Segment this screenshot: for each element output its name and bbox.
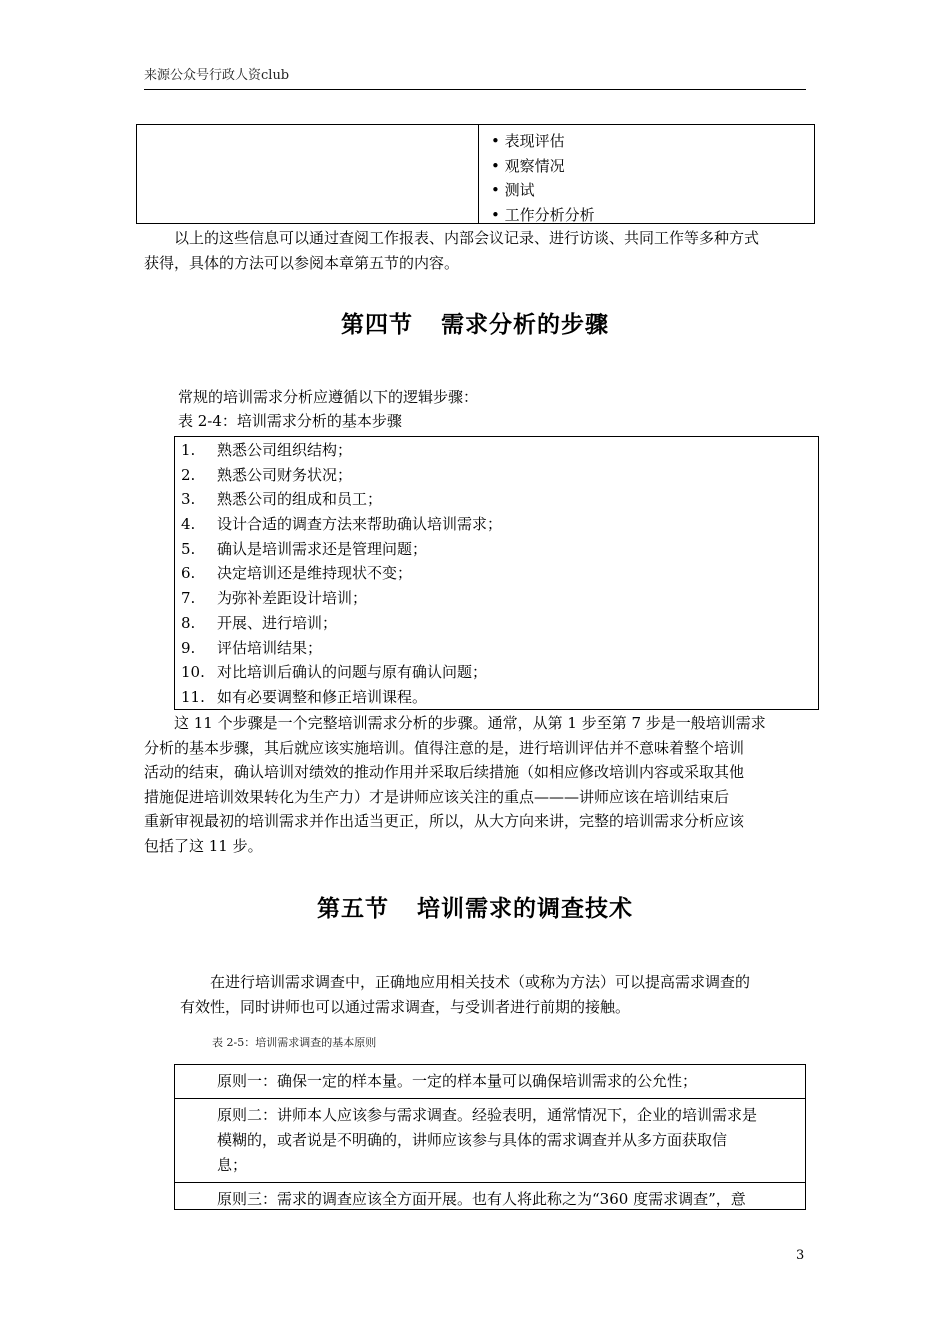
bullet-item: • 表现评估: [491, 132, 565, 150]
table-empty-cell: [137, 125, 479, 223]
paragraph-line: 分析的基本步骤，其后就应该实施培训。值得注意的是，进行培训评估并不意味着整个培训: [144, 738, 745, 757]
step-row: [175, 636, 818, 661]
step-number: 4.: [181, 515, 196, 534]
step-number: 1.: [181, 441, 196, 459]
table-2-4-caption: 表 2-4：培训需求分析的基本步骤: [178, 412, 402, 430]
step-number: 11.: [181, 687, 205, 706]
step-row: [175, 463, 818, 488]
principle-line: 息；: [217, 1156, 248, 1174]
paragraph-line: 措施促进培训效果转化为生产力）才是讲师应该关注的重点———讲师应该在培训结束后: [144, 787, 730, 806]
section4-title-number: 第四节: [341, 312, 413, 338]
step-number: 8.: [181, 613, 196, 632]
principle-row: [175, 1065, 805, 1099]
step-row: [175, 586, 818, 611]
paragraph-line: 包括了这 11 步。: [144, 836, 263, 855]
table-bullet-cell: [479, 125, 814, 223]
bullet-item: • 观察情况: [491, 156, 565, 175]
paragraph-line: 重新审视最初的培训需求并作出适当更正，所以，从大方向来讲，完整的培训需求分析应该: [144, 812, 745, 830]
paragraph-line: 以上的这些信息可以通过查阅工作报表、内部会议记录、进行访谈、共同工作等多种方式: [174, 229, 760, 247]
step-number: 7.: [181, 589, 196, 608]
principle-line: 原则二：讲师本人应该参与需求调查。经验表明，通常情况下，企业的培训需求是: [217, 1106, 758, 1124]
table-2-5-caption: 表 2-5：培训需求调查的基本原则: [212, 1036, 377, 1049]
paragraph-line: 这 11 个步骤是一个完整培训需求分析的步骤。通常，从第 1 步至第 7 步是一般培训需求: [174, 714, 766, 732]
section4-lead: 常规的培训需求分析应遵循以下的逻辑步骤：: [178, 388, 479, 406]
step-text: 设计合适的调查方法来帮助确认培训需求；: [217, 515, 503, 534]
step-text: 评估培训结果；: [217, 638, 323, 657]
step-row: [175, 611, 818, 636]
principle-line: 模糊的，或者说是不明确的，讲师应该参与具体的需求调查并从多方面获取信: [217, 1131, 728, 1149]
paragraph-line: 有效性，同时讲师也可以通过需求调查，与受训者进行前期的接触。: [180, 997, 631, 1016]
step-row: [175, 438, 818, 463]
principle-row: [175, 1183, 805, 1210]
step-row: [175, 487, 818, 512]
paragraph-line: 在进行培训需求调查中，正确地应用相关技术（或称为方法）可以提高需求调查的: [210, 973, 751, 991]
step-row: [175, 537, 818, 562]
page-header: 来源公众号行政人资club: [144, 64, 806, 90]
section4-title-text: 需求分析的步骤: [441, 312, 609, 338]
steps-table: [174, 436, 819, 710]
principles-table: [174, 1064, 806, 1210]
step-number: 6.: [181, 564, 196, 583]
step-text: 决定培训还是维持现状不变；: [217, 564, 413, 583]
section4-paragraph: [144, 711, 808, 858]
section5-title: [0, 890, 950, 923]
principle-line: 原则三：需求的调查应该全方面开展。也有人将此称之为“360 度需求调查”，意: [217, 1190, 746, 1208]
section5-paragraph: [144, 970, 808, 1019]
principle-row: [175, 1099, 805, 1183]
step-row: [175, 561, 818, 586]
step-text: 确认是培训需求还是管理问题；: [217, 539, 428, 558]
step-text: 熟悉公司组织结构；: [217, 441, 353, 459]
section5-title-text: 培训需求的调查技术: [417, 896, 633, 922]
paragraph-line: 活动的结束，确认培训对绩效的推动作用并采取后续措施（如相应修改培训内容或采取其他: [144, 763, 745, 781]
bullet-item: • 测试: [491, 181, 535, 199]
step-text: 开展、进行培训；: [217, 613, 338, 632]
section5-title-number: 第五节: [317, 896, 389, 922]
bullet-item: • 工作分析分析: [491, 205, 595, 224]
step-row: [175, 512, 818, 537]
step-number: 3.: [181, 490, 196, 509]
section4-title: [0, 306, 950, 339]
page-number: 3: [796, 1248, 805, 1263]
paragraph-line: 获得，具体的方法可以参阅本章第五节的内容。: [144, 253, 460, 272]
step-number: 10.: [181, 663, 205, 682]
step-text: 如有必要调整和修正培训课程。: [217, 687, 428, 706]
step-text: 对比培训后确认的问题与原有确认问题；: [217, 663, 488, 682]
step-text: 为弥补差距设计培训；: [217, 589, 368, 608]
step-text: 熟悉公司的组成和员工；: [217, 490, 383, 509]
step-text: 熟悉公司财务状况；: [217, 465, 353, 484]
info-source-table: [136, 124, 815, 224]
principle-line: 原则一：确保一定的样本量。一定的样本量可以确保培训需求的公允性；: [217, 1072, 698, 1090]
step-row: [175, 685, 818, 710]
step-number: 9.: [181, 638, 196, 657]
step-number: 5.: [181, 539, 196, 558]
step-row: [175, 660, 818, 685]
step-number: 2.: [181, 465, 196, 484]
intro-paragraph: [144, 226, 808, 275]
